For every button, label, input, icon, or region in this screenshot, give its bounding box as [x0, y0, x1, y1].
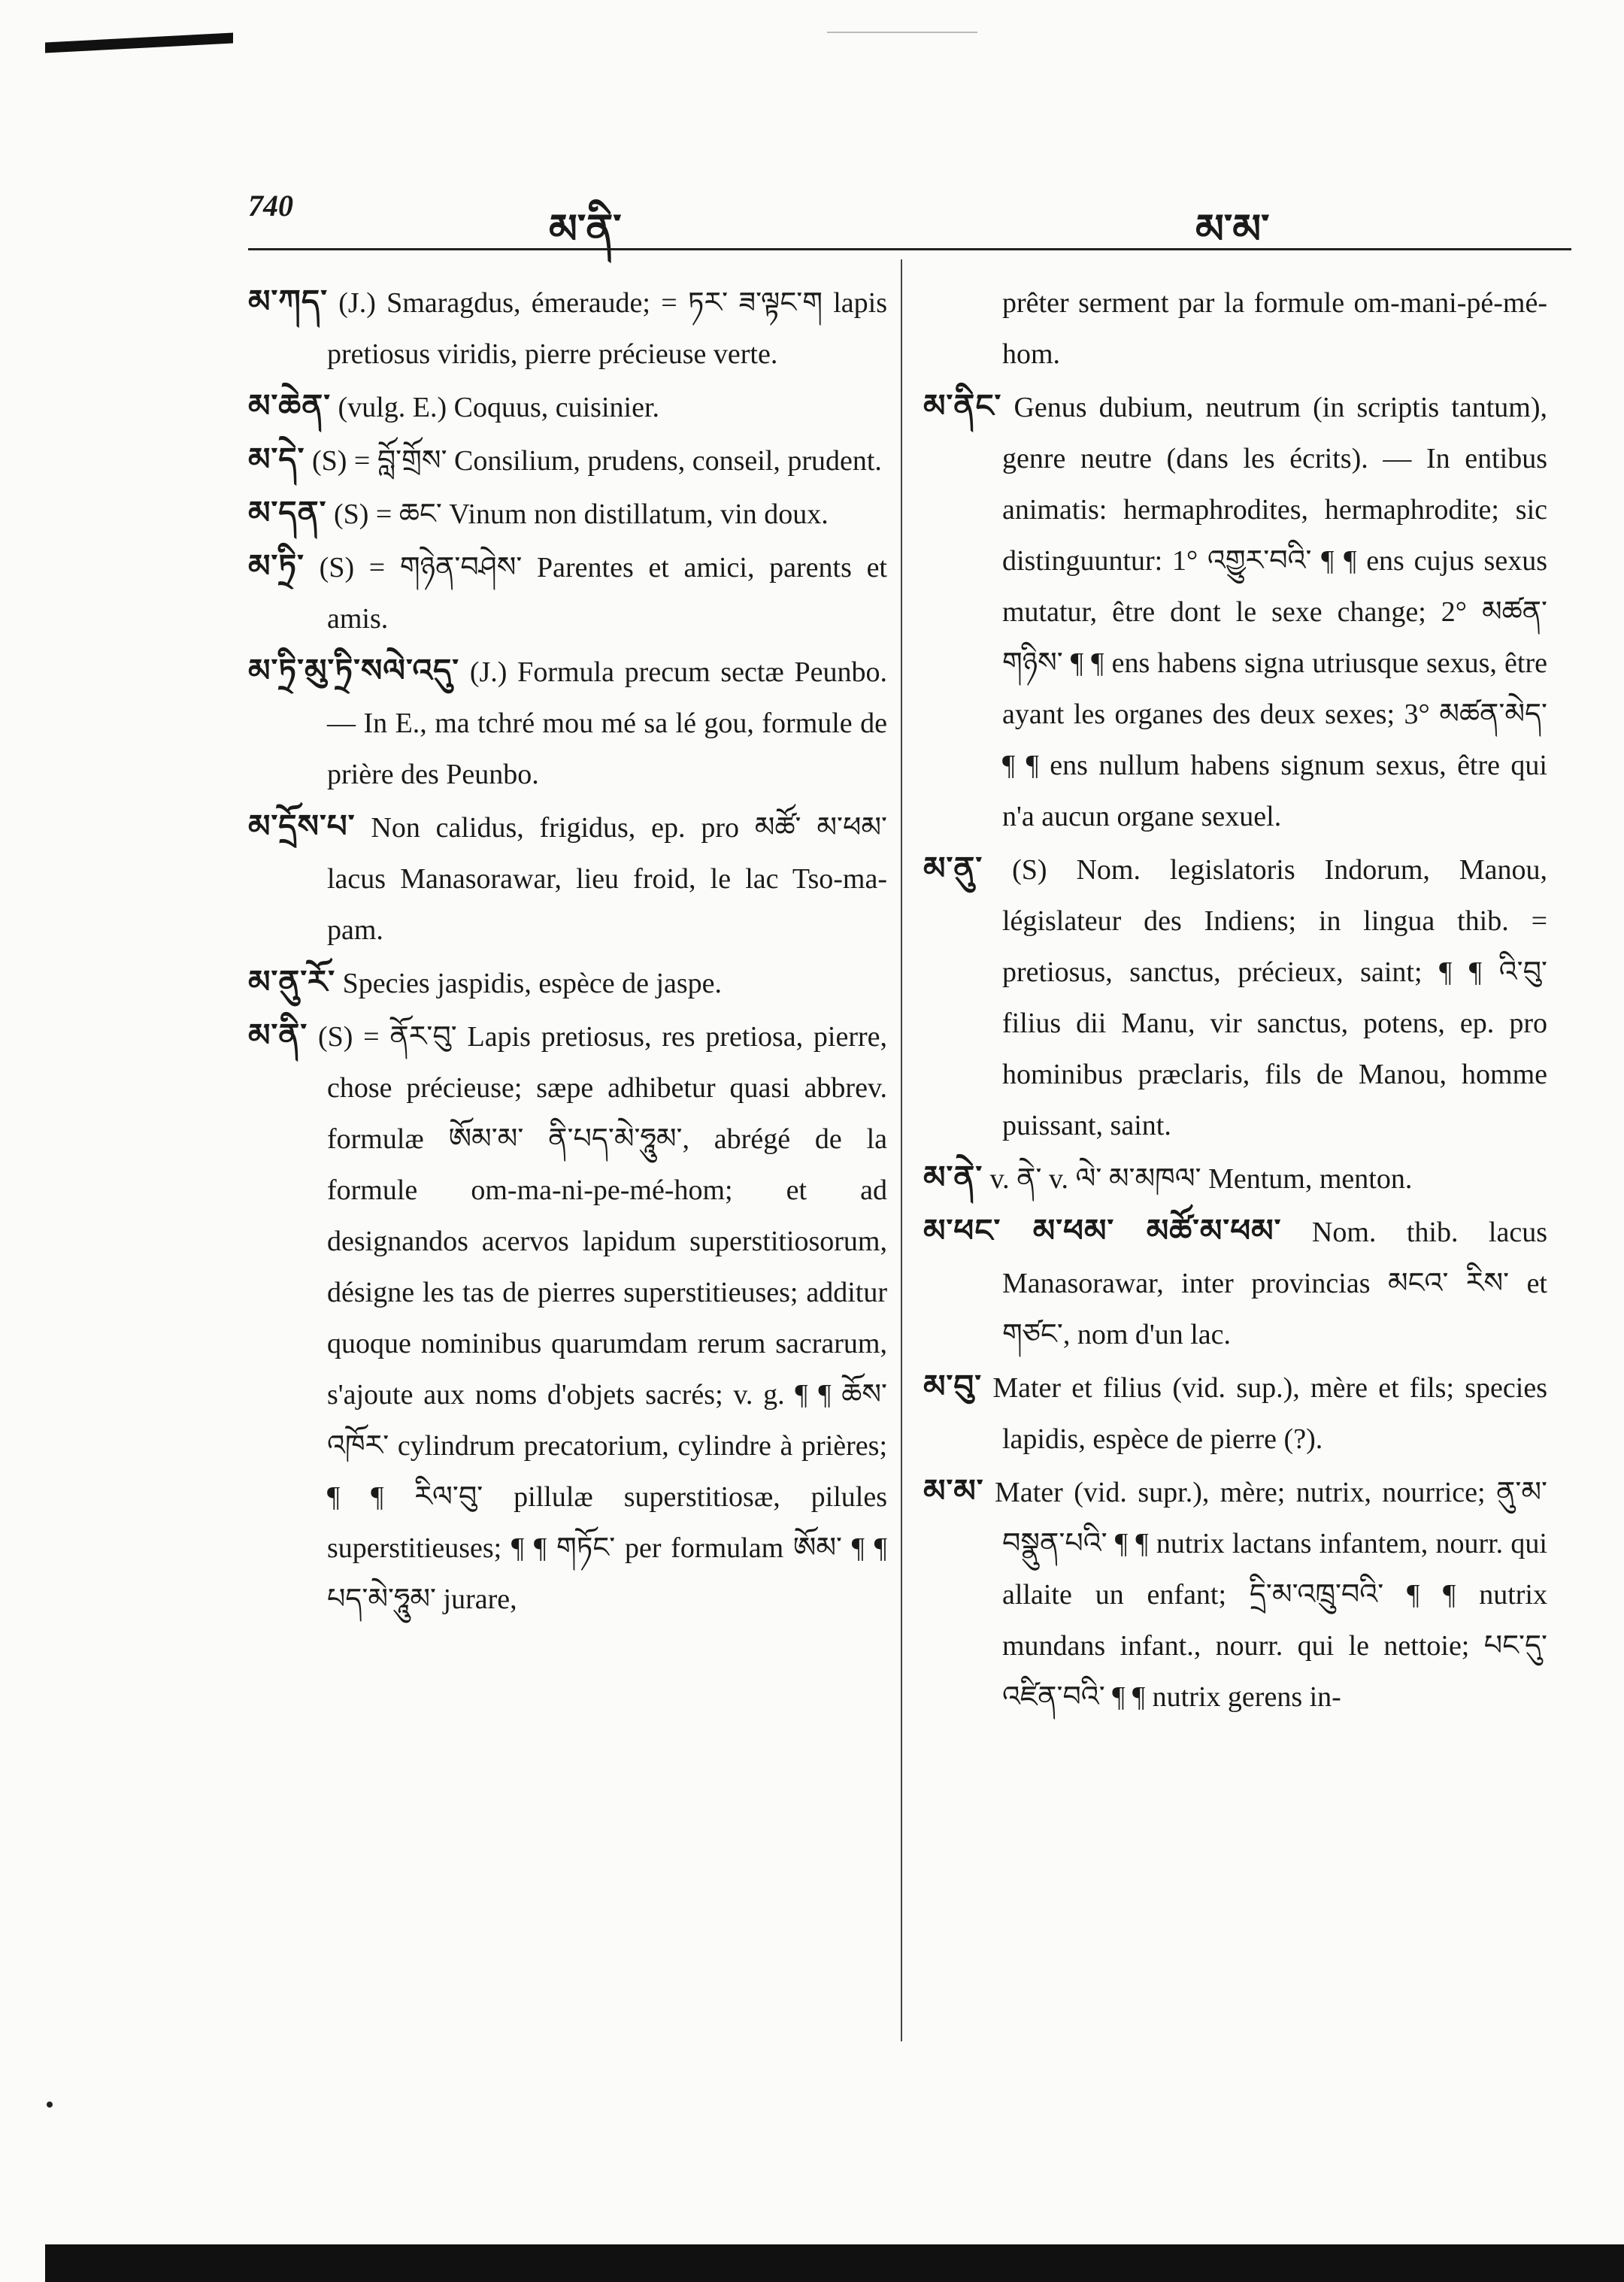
entry-text: Species jaspidis, espèce de jaspe. — [342, 968, 723, 999]
dictionary-entry — [923, 1466, 1547, 1723]
entry-text: Nom. thib. lacus Manasorawar, inter provincias མངའ་ རིས་ et གཙང་, nom d'un lac. — [1002, 1217, 1547, 1350]
entry-text: prêter serment par la formule om-mani-pé-mé-hom. — [1002, 287, 1547, 370]
entry-headword: མ་བུ་ — [923, 1370, 983, 1405]
entry-text: (S) = ཆང་ Vinum non distillatum, vin doux. — [333, 499, 829, 530]
page-header — [248, 188, 1571, 252]
entry-text: (J.) Formula precum sectæ Peunbo. — In E., ma tchré mou mé sa lé gou, formule de prière des Peunbo. — [327, 656, 888, 790]
dictionary-entry — [248, 541, 887, 644]
dictionary-entry-continuation — [923, 277, 1547, 380]
entry-headword: མ་ནུ་རོ་ — [248, 965, 336, 1000]
entry-headword: མ་ནེ་ — [923, 1161, 983, 1196]
left-column — [248, 277, 887, 1626]
entry-text: (vulg. E.) Coquus, cuisinier. — [338, 392, 660, 423]
dictionary-entry — [248, 381, 887, 433]
dictionary-entry — [248, 435, 887, 486]
entry-text: (J.) Smaragdus, émeraude; = ཏར་ ཟ་ལྟང་ག lapis pretiosus viridis, pierre précieuse verte. — [327, 287, 887, 370]
dictionary-entry — [923, 1153, 1547, 1205]
scan-artifact-line — [827, 32, 977, 33]
dictionary-entry — [248, 957, 887, 1009]
entry-headword: མ་ཕང་ མ་ཕམ་ མཚོ་མ་ཕམ་ — [923, 1214, 1282, 1249]
dictionary-entry — [248, 646, 887, 800]
entry-headword: མ་ཏྲི་མུ་ཏྲི་སལེ་འདུ་ — [248, 654, 460, 689]
entry-text: (S) Nom. legislatoris Indorum, Manou, législateur des Indiens; in lingua thib. = pretiosus, sanctus, précieux, saint; ¶ ¶ འི་བུ་ filius dii Manu, vir sanctus, potens, ep. pro hominibus præclaris, fils de Manou, homme puissant, saint. — [1002, 854, 1548, 1141]
entry-headword: མ་དྲོས་པ་ — [248, 810, 356, 844]
scan-artifact-dot — [47, 2102, 53, 2108]
dictionary-entry — [248, 802, 887, 956]
page-number: 740 — [248, 189, 293, 223]
dictionary-entry — [923, 844, 1547, 1151]
entry-text: Non calidus, frigidus, ep. pro མཚོ་ མ་ཕམ་ lacus Manasorawar, lieu froid, le lac Tso-ma-pam. — [327, 812, 887, 946]
right-column — [923, 277, 1547, 1724]
entry-text: (S) = གཉེན་བཤེས་ Parentes et amici, parents et amis. — [319, 552, 887, 635]
header-rule — [248, 248, 1571, 250]
entry-headword: མ་ནིང་ — [923, 389, 1002, 424]
entry-headword: མ་ཆེན་ — [248, 389, 332, 424]
column-divider — [901, 259, 902, 2041]
entry-text: Mater (vid. supr.), mère; nutrix, nourrice; ནུ་མ་བསྣུན་པའི་ ¶ ¶ nutrix lactans infantem, nourr. qui allaite un enfant; དྲི་མ་འཁྲུ་བའི་ ¶ ¶ nutrix mundans infant., nourr. qui le nettoie; པང་དུ་འཛིན་བའི་ ¶ ¶ nutrix gerens in- — [995, 1477, 1547, 1713]
dictionary-entry — [248, 277, 887, 380]
dictionary-entry — [923, 1206, 1547, 1360]
entry-headword: མ་ནུ་ — [923, 852, 983, 886]
entry-headword: མ་དེ་ — [248, 443, 305, 477]
entry-headword: མ་ནི་ — [248, 1019, 308, 1053]
running-head-left: མ་ནི་ — [549, 207, 622, 252]
entry-headword: མ་དན་ — [248, 496, 327, 531]
entry-headword: མ་མ་ — [923, 1474, 984, 1509]
entry-text: Mater et filius (vid. sup.), mère et fils; species lapidis, espèce de pierre (?). — [992, 1372, 1547, 1455]
entry-text: (S) = བློ་གྲོས་ Consilium, prudens, conseil, prudent. — [311, 445, 882, 477]
scan-artifact-bottom-bar — [45, 2244, 1624, 2282]
running-head-right: མ་མ་ — [1195, 207, 1270, 252]
entry-headword: མ་ཏྲི་ — [248, 550, 304, 584]
dictionary-entry — [923, 1362, 1547, 1465]
entry-headword: མ་ཀད་ — [248, 285, 329, 320]
entry-text: Genus dubium, neutrum (in scriptis tantum), genre neutre (dans les écrits). — In entibus animatis: hermaphrodites, hermaphrodite; sic distinguuntur: 1° འགྱུར་བའི་ ¶ ¶ ens cujus sexus mutatur, être dont le sexe change; 2° མཚན་གཉིས་ ¶ ¶ ens habens signa utriusque sexus, être ayant les organes des deux sexes; 3° མཚན་མེད་ ¶ ¶ ens nullum habens signum sexus, être qui n'a aucun organe sexuel. — [1002, 392, 1548, 832]
dictionary-entry — [923, 381, 1547, 842]
entry-text: v. ནེ་ v. ལེ་ མ་མཁལ་ Mentum, menton. — [989, 1163, 1413, 1195]
scan-artifact-top — [45, 32, 233, 53]
entry-text: (S) = ནོར་བུ་ Lapis pretiosus, res pretiosa, pierre, chose précieuse; sæpe adhibetur quasi abbrev. formulæ ཨོམ་མ་ ནི་པད་མེ་ཧཱུམ་, abrégé de la formule om-ma-ni-pe-mé-hom; et ad designandos acervos lapidum superstitiosorum, désigne les tas de pierres superstitieuses; additur quoque nominibus quarumdam rerum sacrarum, s'ajoute aux noms d'objets sacrés; v. g. ¶ ¶ ཆོས་འཁོར་ cylindrum precatorium, cylindre à prières; ¶ ¶ རིལ་བུ་ pillulæ superstitiosæ, pilules superstitieuses; ¶ ¶ གཏོང་ per formulam ཨོམ་ ¶ ¶ པད་མེ་ཧཱུམ་ jurare, — [317, 1021, 888, 1615]
dictionary-entry — [248, 488, 887, 540]
dictionary-entry — [248, 1011, 887, 1625]
